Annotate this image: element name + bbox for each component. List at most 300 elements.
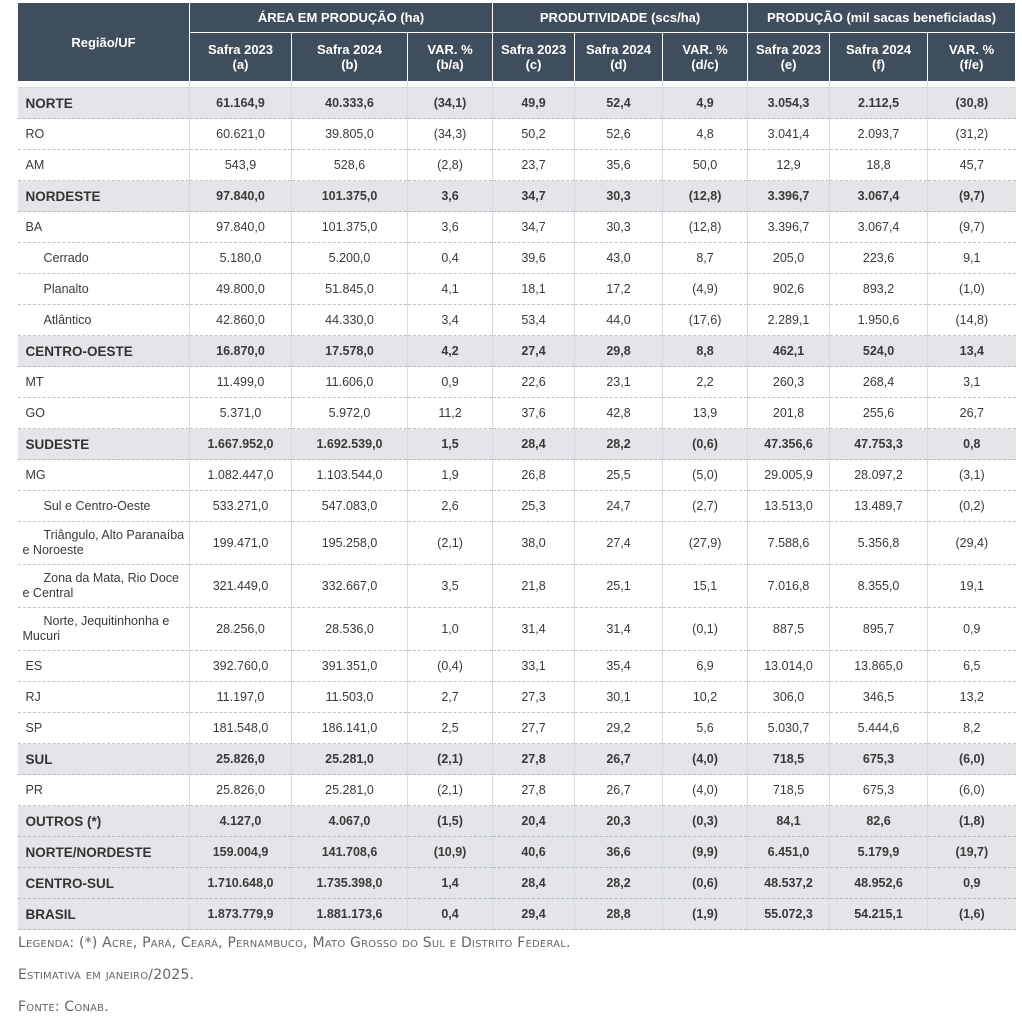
value-cell: 44,0 [575,305,663,336]
value-cell: 6.451,0 [748,837,830,868]
value-cell: 28,4 [493,868,575,899]
value-cell: 2.093,7 [830,119,928,150]
value-cell: 7.588,6 [748,522,830,565]
value-cell: 528,6 [292,150,408,181]
value-cell: 4,9 [663,88,748,119]
value-cell: 524,0 [830,336,928,367]
header-col-code: (c) [525,57,542,72]
value-cell: 1.082.447,0 [190,460,292,491]
value-cell: 141.708,6 [292,837,408,868]
header-col-title: Safra 2023 [207,42,274,57]
value-cell: 35,6 [575,150,663,181]
value-cell: (2,7) [663,491,748,522]
value-cell: 1.103.544,0 [292,460,408,491]
value-cell: 27,8 [493,775,575,806]
region-name-cell: CENTRO-SUL [18,868,190,899]
region-total-row [18,868,1016,899]
table-row [18,522,1016,565]
value-cell: 25.281,0 [292,744,408,775]
value-cell: 1.710.648,0 [190,868,292,899]
value-cell: (6,0) [928,775,1016,806]
table-row [18,119,1016,150]
region-name-cell: ES [18,651,190,682]
value-cell: 27,7 [493,713,575,744]
value-cell: (0,3) [663,806,748,837]
table-row [18,460,1016,491]
value-cell: 3.067,4 [830,212,928,243]
value-cell: 47.753,3 [830,429,928,460]
value-cell: 893,2 [830,274,928,305]
value-cell: 50,0 [663,150,748,181]
region-name-cell: SUDESTE [18,429,190,460]
header-col-6 [748,33,830,82]
value-cell: 35,4 [575,651,663,682]
header-col-code: (f) [872,57,886,72]
value-cell: 181.548,0 [190,713,292,744]
value-cell: 36,6 [575,837,663,868]
value-cell: (9,9) [663,837,748,868]
region-name-cell: NORTE/NORDESTE [18,837,190,868]
value-cell: (0,6) [663,429,748,460]
value-cell: 26,8 [493,460,575,491]
value-cell: 45,7 [928,150,1016,181]
value-cell: 895,7 [830,608,928,651]
value-cell: 887,5 [748,608,830,651]
region-name-cell: BA [18,212,190,243]
header-col-code: (d/c) [691,57,719,72]
value-cell: 195.258,0 [292,522,408,565]
value-cell: 3.067,4 [830,181,928,212]
value-cell: 40.333,6 [292,88,408,119]
region-name-cell: Zona da Mata, Rio Doce e Central [18,565,190,608]
value-cell: 718,5 [748,775,830,806]
value-cell: (2,1) [408,744,493,775]
value-cell: 5.179,9 [830,837,928,868]
value-cell: 205,0 [748,243,830,274]
value-cell: 13.865,0 [830,651,928,682]
value-cell: (2,8) [408,150,493,181]
value-cell: 101.375,0 [292,212,408,243]
value-cell: 39.805,0 [292,119,408,150]
value-cell: 43,0 [575,243,663,274]
region-total-row [18,88,1016,119]
value-cell: 3,5 [408,565,493,608]
value-cell: 255,6 [830,398,928,429]
value-cell: (12,8) [663,181,748,212]
table-row [18,212,1016,243]
value-cell: 101.375,0 [292,181,408,212]
table-body [18,82,1016,930]
value-cell: 50,2 [493,119,575,150]
value-cell: 346,5 [830,682,928,713]
region-total-row [18,837,1016,868]
value-cell: 13.014,0 [748,651,830,682]
region-name-cell: SUL [18,744,190,775]
value-cell: 27,4 [493,336,575,367]
value-cell: 10,2 [663,682,748,713]
value-cell: 1.873.779,9 [190,899,292,930]
value-cell: (9,7) [928,212,1016,243]
value-cell: 391.351,0 [292,651,408,682]
table-row [18,274,1016,305]
value-cell: 2.289,1 [748,305,830,336]
value-cell: (0,1) [663,608,748,651]
table-row [18,682,1016,713]
value-cell: 1.950,6 [830,305,928,336]
value-cell: 718,5 [748,744,830,775]
value-cell: (27,9) [663,522,748,565]
value-cell: 17.578,0 [292,336,408,367]
value-cell: 4,8 [663,119,748,150]
value-cell: 543,9 [190,150,292,181]
value-cell: (1,6) [928,899,1016,930]
value-cell: 20,4 [493,806,575,837]
value-cell: 8.355,0 [830,565,928,608]
value-cell: 49.800,0 [190,274,292,305]
value-cell: 0,8 [928,429,1016,460]
table-row [18,243,1016,274]
region-name-cell: AM [18,150,190,181]
value-cell: 30,3 [575,212,663,243]
value-cell: 223,6 [830,243,928,274]
value-cell: 332.667,0 [292,565,408,608]
value-cell: 25,3 [493,491,575,522]
region-total-row [18,806,1016,837]
value-cell: (6,0) [928,744,1016,775]
value-cell: 3,6 [408,212,493,243]
region-name-cell: GO [18,398,190,429]
value-cell: 3.396,7 [748,181,830,212]
coffee-production-table [17,2,1016,930]
value-cell: 28.256,0 [190,608,292,651]
value-cell: 27,8 [493,744,575,775]
value-cell: 51.845,0 [292,274,408,305]
value-cell: 11.499,0 [190,367,292,398]
region-name-cell: MG [18,460,190,491]
value-cell: 2,7 [408,682,493,713]
header-col-4 [575,33,663,82]
value-cell: 25,5 [575,460,663,491]
value-cell: 26,7 [575,775,663,806]
value-cell: 48.537,2 [748,868,830,899]
value-cell: 4.067,0 [292,806,408,837]
header-col-5 [663,33,748,82]
value-cell: 547.083,0 [292,491,408,522]
source-note: Fonte: Conab. [18,999,109,1015]
value-cell: (30,8) [928,88,1016,119]
value-cell: 1,4 [408,868,493,899]
table-notes [18,930,571,1026]
header-col-code: (b) [341,57,358,72]
value-cell: 902,6 [748,274,830,305]
value-cell: 2,6 [408,491,493,522]
value-cell: 49,9 [493,88,575,119]
header-col-title: VAR. % [948,42,995,57]
value-cell: 28,2 [575,429,663,460]
value-cell: 4,2 [408,336,493,367]
value-cell: 1,9 [408,460,493,491]
value-cell: 3.041,4 [748,119,830,150]
value-cell: 0,9 [928,608,1016,651]
value-cell: 186.141,0 [292,713,408,744]
header-group-productivity: PRODUTIVIDADE (scs/ha) [493,3,748,33]
value-cell: 27,3 [493,682,575,713]
value-cell: 25.826,0 [190,775,292,806]
value-cell: 1,0 [408,608,493,651]
coffee-production-table-container [17,2,1015,930]
region-total-row [18,336,1016,367]
value-cell: 5.200,0 [292,243,408,274]
region-name-cell: Sul e Centro-Oeste [18,491,190,522]
value-cell: 52,6 [575,119,663,150]
header-col-title: Safra 2023 [501,42,567,57]
region-total-row [18,744,1016,775]
value-cell: 33,1 [493,651,575,682]
value-cell: 29.005,9 [748,460,830,491]
value-cell: 1.735.398,0 [292,868,408,899]
value-cell: 3.396,7 [748,212,830,243]
value-cell: 13.489,7 [830,491,928,522]
region-name-cell: OUTROS (*) [18,806,190,837]
header-col-title: Safra 2023 [756,42,822,57]
table-row [18,305,1016,336]
value-cell: 28.097,2 [830,460,928,491]
value-cell: 23,7 [493,150,575,181]
value-cell: 22,6 [493,367,575,398]
header-col-code: (b/a) [436,57,464,72]
value-cell: (29,4) [928,522,1016,565]
value-cell: 31,4 [575,608,663,651]
value-cell: 11.197,0 [190,682,292,713]
header-col-title: Safra 2024 [316,42,383,57]
header-col-8 [928,33,1016,82]
header-region: Região/UF [18,3,190,82]
value-cell: 34,7 [493,212,575,243]
region-name-cell: MT [18,367,190,398]
value-cell: 5.371,0 [190,398,292,429]
value-cell: (19,7) [928,837,1016,868]
value-cell: 30,3 [575,181,663,212]
value-cell: 268,4 [830,367,928,398]
value-cell: 18,8 [830,150,928,181]
value-cell: (2,1) [408,522,493,565]
region-name-cell: Norte, Jequitinhonha e Mucuri [18,608,190,651]
value-cell: 28,4 [493,429,575,460]
header-col-code: (e) [780,57,797,72]
value-cell: 28,2 [575,868,663,899]
value-cell: 5,6 [663,713,748,744]
value-cell: (5,0) [663,460,748,491]
value-cell: (34,3) [408,119,493,150]
value-cell: 25,1 [575,565,663,608]
value-cell: 25.826,0 [190,744,292,775]
header-col-0 [190,33,292,82]
value-cell: 19,1 [928,565,1016,608]
value-cell: 1.667.952,0 [190,429,292,460]
value-cell: 3,6 [408,181,493,212]
value-cell: 5.180,0 [190,243,292,274]
value-cell: (0,2) [928,491,1016,522]
value-cell: 17,2 [575,274,663,305]
table-row [18,775,1016,806]
value-cell: 260,3 [748,367,830,398]
value-cell: 23,1 [575,367,663,398]
table-row [18,150,1016,181]
header-col-code: (a) [232,57,249,72]
region-name-cell: SP [18,713,190,744]
value-cell: 55.072,3 [748,899,830,930]
value-cell: 7.016,8 [748,565,830,608]
value-cell: 42.860,0 [190,305,292,336]
value-cell: 2,2 [663,367,748,398]
value-cell: 12,9 [748,150,830,181]
value-cell: 0,4 [408,243,493,274]
value-cell: 60.621,0 [190,119,292,150]
value-cell: 0,4 [408,899,493,930]
region-name-cell: RJ [18,682,190,713]
header-col-1 [292,33,408,82]
value-cell: 37,6 [493,398,575,429]
value-cell: 3.054,3 [748,88,830,119]
value-cell: 5.356,8 [830,522,928,565]
header-col-7 [830,33,928,82]
region-name-cell: Atlântico [18,305,190,336]
value-cell: 0,9 [928,868,1016,899]
table-row [18,651,1016,682]
header-col-title: VAR. % [682,42,728,57]
value-cell: 44.330,0 [292,305,408,336]
header-col-3 [493,33,575,82]
value-cell: 30,1 [575,682,663,713]
value-cell: 201,8 [748,398,830,429]
value-cell: 159.004,9 [190,837,292,868]
header-col-code: (d) [610,57,627,72]
value-cell: 6,5 [928,651,1016,682]
value-cell: 13,4 [928,336,1016,367]
value-cell: 675,3 [830,744,928,775]
value-cell: 8,2 [928,713,1016,744]
estimate-note: Estimativa em janeiro/2025. [18,967,195,983]
value-cell: 21,8 [493,565,575,608]
region-total-row [18,899,1016,930]
value-cell: 39,6 [493,243,575,274]
region-name-cell: Cerrado [18,243,190,274]
value-cell: (2,1) [408,775,493,806]
value-cell: 9,1 [928,243,1016,274]
value-cell: 462,1 [748,336,830,367]
value-cell: 13.513,0 [748,491,830,522]
value-cell: 16.870,0 [190,336,292,367]
table-row [18,398,1016,429]
region-name-cell: Planalto [18,274,190,305]
region-name-cell: Triângulo, Alto Paranaíba e Noroeste [18,522,190,565]
value-cell: (31,2) [928,119,1016,150]
value-cell: (0,6) [663,868,748,899]
value-cell: (12,8) [663,212,748,243]
value-cell: 6,9 [663,651,748,682]
value-cell: 84,1 [748,806,830,837]
value-cell: 306,0 [748,682,830,713]
value-cell: (10,9) [408,837,493,868]
value-cell: 48.952,6 [830,868,928,899]
legend-note: Legenda: (*) Acre, Pará, Ceará, Pernambuco, Mato Grosso do Sul e Distrito Federal. [18,935,571,951]
value-cell: 392.760,0 [190,651,292,682]
value-cell: 54.215,1 [830,899,928,930]
header-col-title: VAR. % [427,42,473,57]
value-cell: 0,9 [408,367,493,398]
value-cell: 40,6 [493,837,575,868]
value-cell: (1,8) [928,806,1016,837]
value-cell: 8,7 [663,243,748,274]
value-cell: 5.972,0 [292,398,408,429]
table-row [18,608,1016,651]
value-cell: (34,1) [408,88,493,119]
value-cell: 5.444,6 [830,713,928,744]
value-cell: (14,8) [928,305,1016,336]
value-cell: 2,5 [408,713,493,744]
value-cell: 2.112,5 [830,88,928,119]
value-cell: 11,2 [408,398,493,429]
value-cell: 34,7 [493,181,575,212]
header-group-production: PRODUÇÃO (mil sacas beneficiadas) [748,3,1016,33]
table-row [18,367,1016,398]
table-header [18,3,1016,82]
header-col-title: Safra 2024 [586,42,652,57]
value-cell: 28.536,0 [292,608,408,651]
value-cell: 31,4 [493,608,575,651]
value-cell: 13,2 [928,682,1016,713]
region-total-row [18,429,1016,460]
header-col-code: (f/e) [959,57,984,72]
value-cell: 675,3 [830,775,928,806]
value-cell: 533.271,0 [190,491,292,522]
value-cell: 3,4 [408,305,493,336]
value-cell: 20,3 [575,806,663,837]
value-cell: (0,4) [408,651,493,682]
value-cell: 4,1 [408,274,493,305]
value-cell: 3,1 [928,367,1016,398]
value-cell: 13,9 [663,398,748,429]
value-cell: 321.449,0 [190,565,292,608]
value-cell: 1.692.539,0 [292,429,408,460]
region-name-cell: NORTE [18,88,190,119]
value-cell: 4.127,0 [190,806,292,837]
value-cell: 1.881.173,6 [292,899,408,930]
value-cell: (17,6) [663,305,748,336]
value-cell: (1,9) [663,899,748,930]
header-col-2 [408,33,493,82]
value-cell: 61.164,9 [190,88,292,119]
region-name-cell: NORDESTE [18,181,190,212]
table-row [18,565,1016,608]
value-cell: 5.030,7 [748,713,830,744]
region-name-cell: CENTRO-OESTE [18,336,190,367]
value-cell: 42,8 [575,398,663,429]
value-cell: (4,9) [663,274,748,305]
value-cell: 29,8 [575,336,663,367]
value-cell: 8,8 [663,336,748,367]
value-cell: 28,8 [575,899,663,930]
value-cell: (4,0) [663,775,748,806]
value-cell: 29,2 [575,713,663,744]
value-cell: 29,4 [493,899,575,930]
value-cell: 199.471,0 [190,522,292,565]
value-cell: 1,5 [408,429,493,460]
table-row [18,713,1016,744]
value-cell: (3,1) [928,460,1016,491]
table-row [18,491,1016,522]
value-cell: 11.606,0 [292,367,408,398]
